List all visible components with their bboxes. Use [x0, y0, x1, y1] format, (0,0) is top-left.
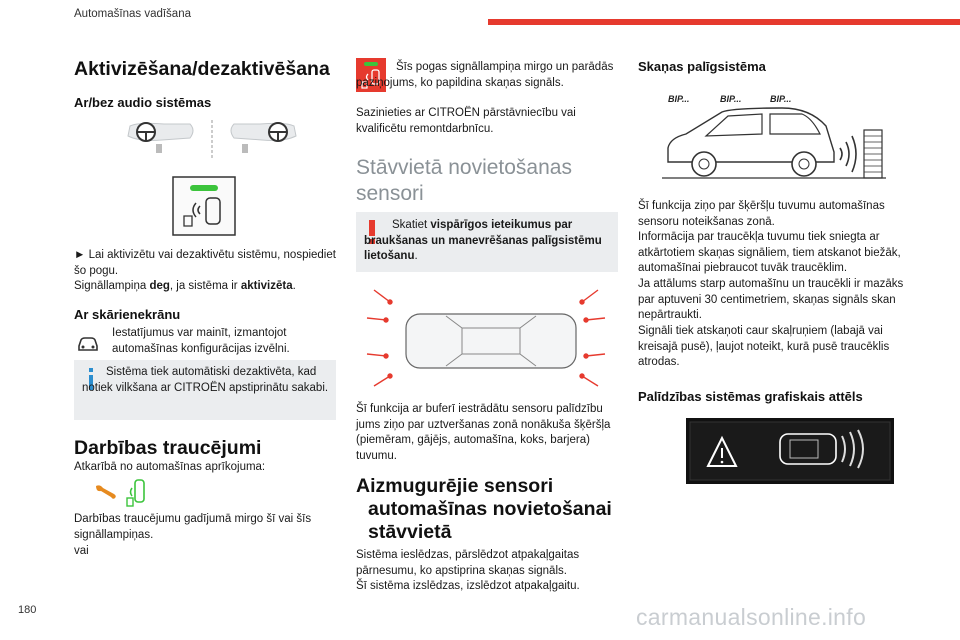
- heading-sound-assist: Skaņas palīgsistēma: [638, 59, 766, 74]
- faults-intro: Atkarībā no automašīnas aprīkojuma:: [74, 461, 266, 473]
- sound-text-1: Šī funkcija ziņo par šķēršļu tuvumu automašīnas sensoru noteikšanas zonā.: [638, 200, 885, 228]
- touchscreen-text: Iestatījumus var mainīt, izmantojot automašīnas konfigurācijas izvēlni.: [112, 327, 290, 355]
- warning-note-text: Skatiet vispārīgos ieteikumus par braukšanas un manevrēšanas palīgsistēmu lietošanu.: [364, 219, 602, 262]
- car-sensor-zones-diagram: [366, 284, 606, 394]
- header-accent-bar: [488, 19, 960, 25]
- heading-parking-sensors-line2: sensori: [356, 182, 424, 205]
- press-button-text: ► Lai aktivizētu vai dezaktivētu sistēmu, nospiediet šo pogu.: [74, 249, 336, 277]
- lamp-status-text: Signāllampiņa deg, ja sistēma ir aktivizēta.: [74, 280, 296, 292]
- heading-touchscreen: Ar skārienekrānu: [74, 307, 181, 322]
- heading-audio: Ar/bez audio sistēmas: [74, 95, 212, 110]
- graphic-display-screen: [686, 418, 894, 484]
- steering-wheel-icon: [124, 118, 300, 162]
- heading-graphic-display: Palīdzības sistēmas grafiskais attēls: [638, 389, 863, 404]
- faults-text: Darbības traucējumu gadījumā mirgo šī vai šīs signāllampiņas.: [74, 513, 312, 541]
- bip-label: BIP...: [770, 94, 792, 104]
- bip-label: BIP...: [668, 94, 690, 104]
- park-assist-button-icon: [172, 176, 236, 236]
- system-off-text: Šī sistēma izslēdzas, izslēdzot atpakaļgaitu.: [356, 580, 580, 592]
- heading-faults: Darbības traucējumi: [74, 437, 262, 459]
- heading-rear-sensors-line3: stāvvietā: [368, 521, 452, 543]
- info-note-text: Sistēma tiek automātiski dezaktivēta, kad notiek vilkšana ar CITROËN apstiprinātu sakabi.: [82, 366, 329, 394]
- faults-or: vai: [74, 545, 89, 557]
- heading-rear-sensors-line2: automašīnas novietošanai: [368, 498, 612, 520]
- heading-rear-sensors-line1: Aizmugurējie sensori: [356, 475, 554, 497]
- car-reversing-diagram: [662, 104, 886, 182]
- header-title: Automašīnas vadīšana: [74, 8, 191, 20]
- system-on-text: Sistēma ieslēdzas, pārslēdzot atpakaļgaitas pārnesumu, ko apstiprina skaņas signāls.: [356, 549, 580, 577]
- heading-parking-sensors-line1: Stāvvietā novietošanas: [356, 156, 572, 179]
- wrench-icon: [94, 482, 118, 500]
- page-number: 180: [18, 604, 37, 616]
- bip-label: BIP...: [720, 94, 742, 104]
- sound-text-3: Ja attālums starp automašīnu un traucēkli ir mazāks par aptuveni 30 centimetriem, skaņas signāls skan nepārtraukti.: [638, 278, 904, 321]
- car-settings-icon: [76, 334, 100, 354]
- watermark: carmanualsonline.info: [636, 604, 867, 630]
- contact-text: Sazinieties ar CITROËN pārstāvniecību vai kvalificētu remontdarbnīcu.: [356, 107, 576, 135]
- blink-text: Šīs pogas signāllampiņa mirgo un parādās paziņojums, ko papildina skaņas signāls.: [356, 61, 614, 89]
- park-sensor-icon: [126, 478, 146, 508]
- sound-text-4: Signāli tiek atskaņoti caur skaļruņiem (labajā vai kreisajā pusē), ļaujot noteikt, kurā pusē traucēklis atrodas.: [638, 325, 890, 368]
- heading-activation: Aktivizēšana/dezaktivēšana: [74, 58, 330, 80]
- function-text: Šī funkcija ar buferī iestrādātu sensoru palīdzību jums ziņo par uztveršanas zonā nonākuša šķēršļa (piemēram, gājējs, automašīna, koks, barjera) tuvumu.: [356, 403, 611, 462]
- sound-text-2: Informācija par traucēkļa tuvumu tiek sniegta ar atkārtotiem skaņas signāliem, tiem atskanot biežāk, automašīnai piebraucot tuvāk traucēklim.: [638, 231, 901, 274]
